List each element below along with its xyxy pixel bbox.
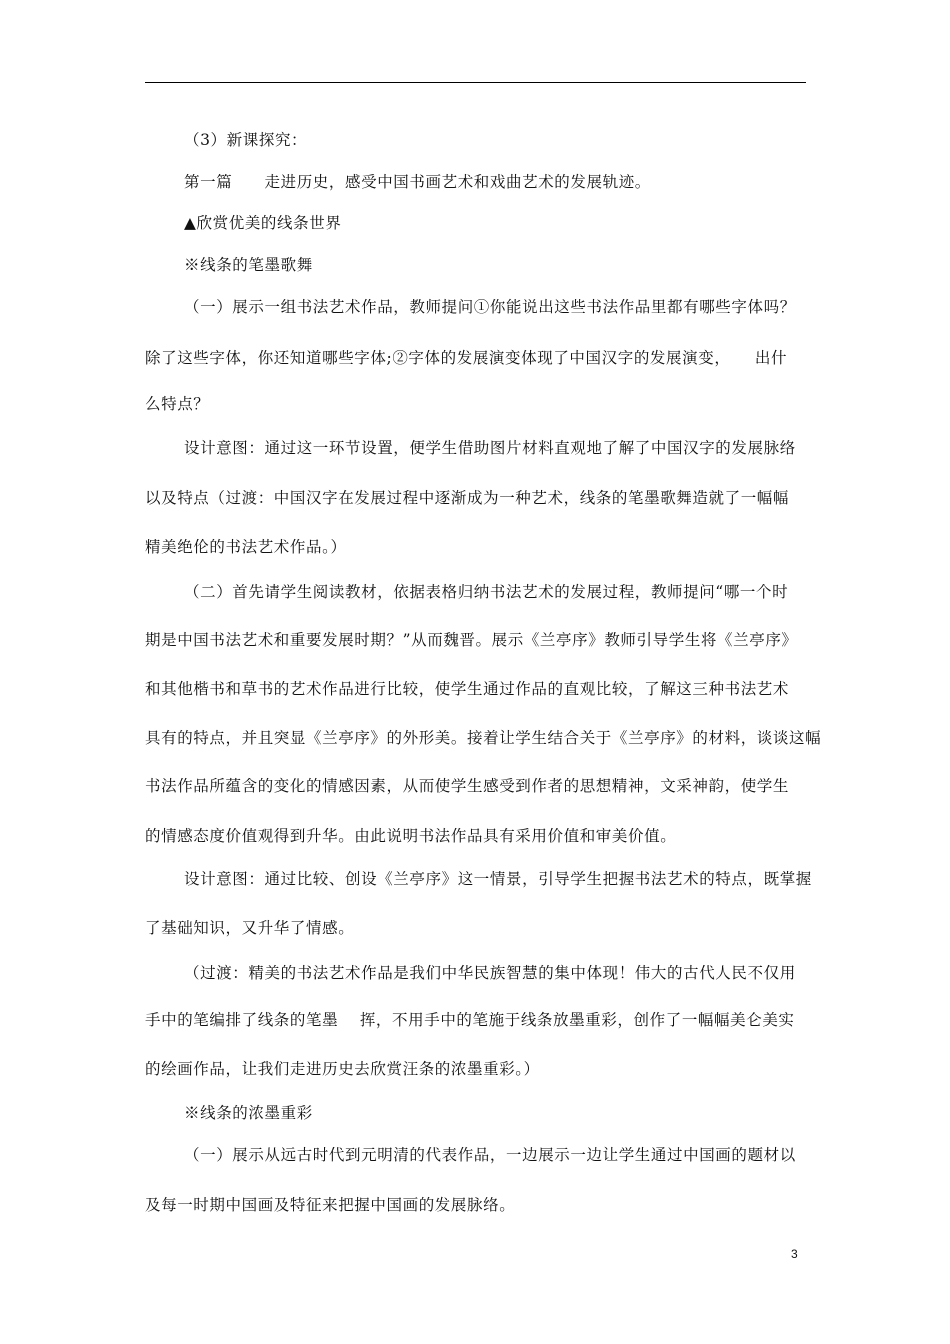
paragraph-line: 期是中国书法艺术和重要发展时期？”从而魏晋。展示《兰亭序》教师引导学生将《兰亭序》	[145, 631, 798, 649]
paragraph-line: 的绘画作品，让我们走进历史去欣赏汪条的浓墨重彩。）	[145, 1060, 540, 1078]
paragraph-line: （过渡：精美的书法艺术作品是我们中华民族智慧的集中体现！伟大的古代人民不仅用	[184, 964, 796, 982]
paragraph-line: 书法作品所蕴含的变化的情感因素，从而使学生感受到作者的思想精神，文采神韵，使学生	[145, 777, 790, 795]
paragraph-line: 具有的特点，并且突显《兰亭序》的外形美。接着让学生结合关于《兰亭序》的材料，谈谈这幅	[145, 729, 822, 747]
section-heading: （3）新课探究：	[184, 131, 308, 149]
paragraph-line: 么特点？	[145, 395, 210, 413]
subheading: ※线条的浓墨重彩	[184, 1104, 313, 1122]
paragraph-line: 除了这些字体，你还知道哪些字体;②字体的发展演变体现了中国汉字的发展演变， 出什	[145, 349, 788, 367]
paragraph-line: 以及特点（过渡：中国汉字在发展过程中逐渐成为一种艺术，线条的笔墨歌舞造就了一幅幅	[145, 489, 790, 507]
subheading: ※线条的笔墨歌舞	[184, 256, 313, 274]
paragraph-line: 及每一时期中国画及特征来把握中国画的发展脉络。	[145, 1196, 516, 1214]
page-number: 3	[791, 1247, 798, 1261]
chapter-title: 第一篇 走进历史，感受中国书画艺术和戏曲艺术的发展轨迹。	[184, 173, 651, 191]
paragraph-line: 设计意图：通过这一环节设置，便学生借助图片材料直观地了解了中国汉字的发展脉络	[184, 439, 796, 457]
header-rule	[145, 82, 806, 83]
paragraph-line: （一）展示从远古时代到元明清的代表作品，一边展示一边让学生通过中国画的题材以	[184, 1146, 796, 1164]
paragraph-line: 了基础知识，又升华了情感。	[145, 919, 355, 937]
paragraph-line: （一）展示一组书法艺术作品，教师提问①你能说出这些书法作品里都有哪些字体吗？	[184, 298, 796, 316]
paragraph-line: 和其他楷书和草书的艺术作品进行比较，使学生通过作品的直观比较，了解这三种书法艺术	[145, 680, 790, 698]
paragraph-line: 的情感态度价值观得到升华。由此说明书法作品具有采用价值和审美价值。	[145, 827, 677, 845]
subheading: ▲欣赏优美的线条世界	[184, 214, 342, 232]
paragraph-line: 设计意图：通过比较、创设《兰亭序》这一情景，引导学生把握书法艺术的特点，既掌握	[184, 870, 812, 888]
paragraph-line: 精美绝伦的书法艺术作品。）	[145, 538, 347, 556]
paragraph-line: 手中的笔编排了线条的笔墨 挥，不用手中的笔施于线条放墨重彩，创作了一幅幅美仑美实	[145, 1011, 795, 1029]
paragraph-line: （二）首先请学生阅读教材，依据表格归纳书法艺术的发展过程，教师提问“哪一个时	[184, 583, 789, 601]
